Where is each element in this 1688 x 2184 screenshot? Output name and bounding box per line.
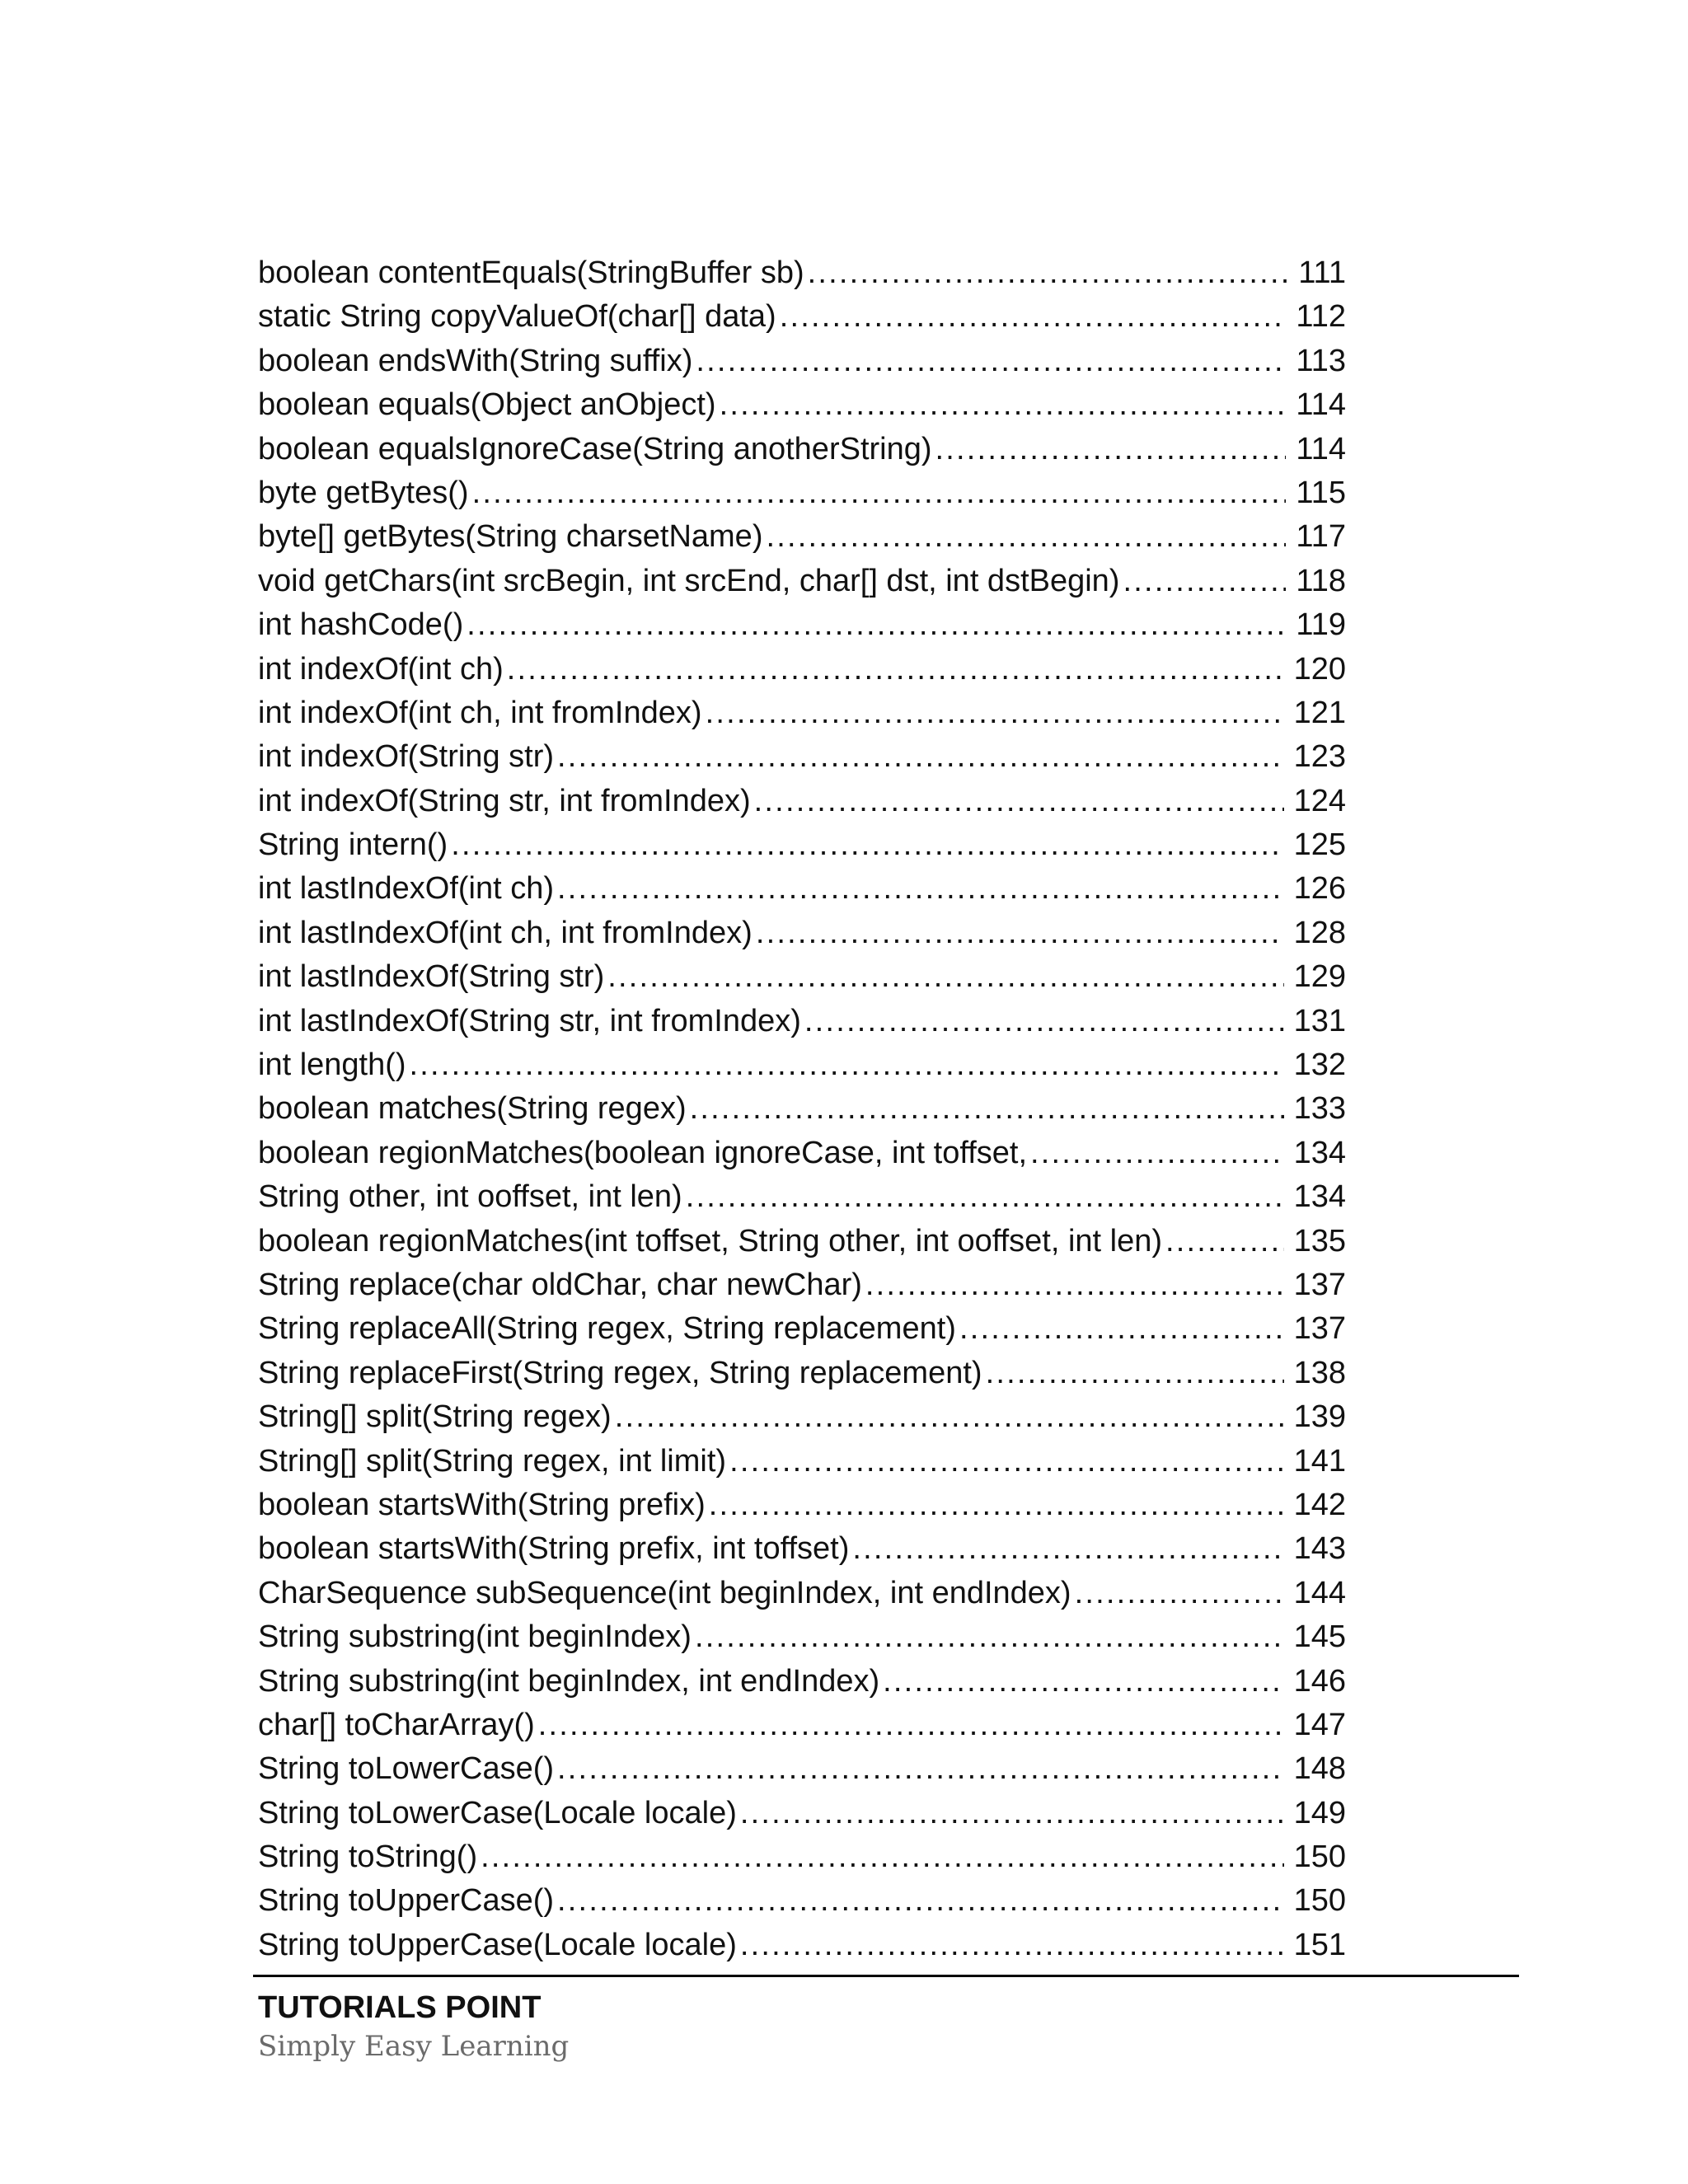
toc-dot-leader xyxy=(780,295,1287,339)
toc-entry[interactable] xyxy=(258,1660,1346,1704)
toc-entry[interactable] xyxy=(258,251,1346,295)
toc-entry[interactable] xyxy=(258,1704,1346,1747)
toc-entry-title: boolean endsWith(String suffix) xyxy=(258,343,693,378)
toc-entry-title: int lastIndexOf(String str) xyxy=(258,959,605,995)
toc-entry-title: boolean startsWith(String prefix) xyxy=(258,1487,706,1522)
table-of-contents xyxy=(258,251,1346,1967)
toc-entry[interactable] xyxy=(258,1352,1346,1395)
toc-entry-page-number: 115 xyxy=(1296,475,1346,510)
toc-entry[interactable] xyxy=(258,912,1346,955)
toc-dot-leader xyxy=(706,691,1284,735)
toc-entry-page-number: 111 xyxy=(1298,255,1346,290)
toc-dot-leader xyxy=(1075,1572,1284,1615)
toc-entry-title: void getChars(int srcBegin, int srcEnd, char[] dst, int dstBegin) xyxy=(258,563,1120,598)
toc-entry-title: int hashCode() xyxy=(258,607,464,643)
toc-entry[interactable] xyxy=(258,383,1346,427)
toc-entry-page-number: 124 xyxy=(1293,783,1346,818)
toc-entry-title: String intern() xyxy=(258,827,448,863)
toc-entry-page-number: 144 xyxy=(1293,1575,1346,1610)
toc-entry-page-number: 117 xyxy=(1296,519,1346,555)
toc-dot-leader xyxy=(740,1924,1284,1967)
toc-entry[interactable] xyxy=(258,1087,1346,1131)
toc-entry[interactable] xyxy=(258,1835,1346,1879)
toc-entry-title: static String copyValueOf(char[] data) xyxy=(258,299,776,335)
toc-entry[interactable] xyxy=(258,780,1346,823)
toc-entry[interactable] xyxy=(258,1043,1346,1087)
toc-entry[interactable] xyxy=(258,340,1346,383)
toc-entry-title: int indexOf(int ch) xyxy=(258,651,504,687)
toc-entry-title: byte getBytes() xyxy=(258,475,469,510)
toc-entry-page-number: 151 xyxy=(1293,1927,1346,1962)
toc-entry-title: boolean startsWith(String prefix, int toffset) xyxy=(258,1531,850,1567)
toc-dot-leader xyxy=(1030,1132,1284,1175)
toc-entry-page-number: 142 xyxy=(1293,1487,1346,1522)
toc-entry-page-number: 150 xyxy=(1293,1840,1346,1875)
toc-entry[interactable] xyxy=(258,1572,1346,1615)
toc-entry-page-number: 128 xyxy=(1293,915,1346,950)
toc-dot-leader xyxy=(986,1352,1284,1395)
toc-entry[interactable] xyxy=(258,560,1346,603)
toc-entry-page-number: 118 xyxy=(1296,563,1346,598)
toc-dot-leader xyxy=(472,471,1287,515)
footer-brand: TUTORIALS POINT xyxy=(258,1990,542,2025)
toc-entry[interactable] xyxy=(258,1792,1346,1835)
toc-entry-title: int lastIndexOf(int ch) xyxy=(258,871,555,907)
toc-dot-leader xyxy=(615,1395,1284,1439)
toc-dot-leader xyxy=(729,1440,1284,1483)
toc-entry-page-number: 126 xyxy=(1293,871,1346,907)
toc-entry-page-number: 113 xyxy=(1296,343,1346,378)
toc-dot-leader xyxy=(467,603,1286,647)
toc-entry[interactable] xyxy=(258,1879,1346,1923)
toc-entry-page-number: 149 xyxy=(1293,1795,1346,1830)
toc-entry-title: boolean contentEquals(StringBuffer sb) xyxy=(258,255,804,290)
toc-dot-leader xyxy=(481,1835,1284,1879)
toc-entry-page-number: 137 xyxy=(1293,1267,1346,1302)
toc-dot-leader xyxy=(804,1000,1284,1043)
toc-entry-page-number: 145 xyxy=(1293,1619,1346,1655)
toc-entry-title: char[] toCharArray() xyxy=(258,1707,535,1742)
toc-dot-leader xyxy=(557,867,1284,911)
toc-dot-leader xyxy=(451,823,1283,867)
toc-entry-title: String replaceAll(String regex, String replacement) xyxy=(258,1311,956,1347)
toc-dot-leader xyxy=(690,1087,1284,1131)
toc-dot-leader xyxy=(766,515,1286,559)
toc-entry-title: String other, int ooffset, int len) xyxy=(258,1179,682,1215)
toc-entry[interactable] xyxy=(258,867,1346,911)
toc-entry-title: String substring(int beginIndex, int endIndex) xyxy=(258,1663,880,1699)
toc-entry-page-number: 147 xyxy=(1293,1707,1346,1742)
toc-entry-page-number: 134 xyxy=(1293,1179,1346,1215)
toc-entry-title: String replace(char oldChar, char newChar) xyxy=(258,1267,862,1302)
toc-dot-leader xyxy=(557,1747,1284,1791)
toc-entry-title: boolean equals(Object anObject) xyxy=(258,387,716,423)
toc-entry-page-number: 125 xyxy=(1293,827,1346,863)
toc-entry-page-number: 112 xyxy=(1296,299,1346,335)
toc-entry[interactable] xyxy=(258,955,1346,999)
toc-entry[interactable] xyxy=(258,1307,1346,1351)
toc-entry[interactable] xyxy=(258,1132,1346,1175)
toc-entry-page-number: 131 xyxy=(1293,1003,1346,1038)
footer-tagline: Simply Easy Learning xyxy=(258,2030,570,2063)
toc-dot-leader xyxy=(686,1175,1284,1219)
toc-entry-title: String toUpperCase(Locale locale) xyxy=(258,1927,737,1962)
toc-entry[interactable] xyxy=(258,471,1346,515)
toc-entry-title: int lastIndexOf(String str, int fromIndex) xyxy=(258,1003,801,1038)
toc-dot-leader xyxy=(607,955,1283,999)
footer-divider xyxy=(253,1975,1519,1977)
toc-entry-title: boolean equalsIgnoreCase(String anotherString) xyxy=(258,431,932,466)
toc-entry-title: byte[] getBytes(String charsetName) xyxy=(258,519,763,555)
toc-entry[interactable] xyxy=(258,428,1346,471)
toc-entry-page-number: 143 xyxy=(1293,1531,1346,1567)
toc-entry[interactable] xyxy=(258,1924,1346,1967)
toc-entry[interactable] xyxy=(258,1615,1346,1659)
toc-entry[interactable] xyxy=(258,648,1346,691)
toc-entry-title: int lastIndexOf(int ch, int fromIndex) xyxy=(258,915,753,950)
toc-dot-leader xyxy=(1165,1220,1284,1263)
toc-dot-leader xyxy=(557,1879,1284,1923)
toc-entry-title: String toUpperCase() xyxy=(258,1883,555,1919)
toc-entry[interactable] xyxy=(258,691,1346,735)
toc-dot-leader xyxy=(883,1660,1283,1704)
toc-dot-leader xyxy=(959,1307,1284,1351)
toc-dot-leader xyxy=(852,1527,1283,1571)
toc-entry-page-number: 132 xyxy=(1293,1047,1346,1083)
toc-entry-title: String[] split(String regex, int limit) xyxy=(258,1443,727,1479)
toc-entry-title: String[] split(String regex) xyxy=(258,1399,612,1435)
toc-entry-page-number: 146 xyxy=(1293,1663,1346,1699)
toc-entry-page-number: 121 xyxy=(1293,695,1346,730)
toc-entry[interactable] xyxy=(258,1175,1346,1219)
toc-entry-title: int indexOf(int ch, int fromIndex) xyxy=(258,695,702,730)
toc-entry[interactable] xyxy=(258,735,1346,779)
toc-dot-leader xyxy=(410,1043,1284,1087)
toc-entry-page-number: 114 xyxy=(1296,431,1346,466)
toc-entry-page-number: 138 xyxy=(1293,1355,1346,1390)
toc-entry-title: boolean regionMatches(boolean ignoreCase, int toffset, xyxy=(258,1135,1028,1170)
toc-dot-leader xyxy=(507,648,1284,691)
toc-entry[interactable] xyxy=(258,1527,1346,1571)
toc-entry[interactable] xyxy=(258,1483,1346,1527)
toc-entry-page-number: 150 xyxy=(1293,1883,1346,1919)
toc-dot-leader xyxy=(538,1704,1284,1747)
toc-dot-leader xyxy=(709,1483,1284,1527)
toc-entry-page-number: 123 xyxy=(1293,739,1346,775)
toc-entry[interactable] xyxy=(258,1220,1346,1263)
toc-dot-leader xyxy=(557,735,1284,779)
toc-entry-page-number: 129 xyxy=(1293,959,1346,995)
toc-dot-leader xyxy=(935,428,1287,471)
toc-entry-page-number: 137 xyxy=(1293,1311,1346,1347)
toc-entry-page-number: 134 xyxy=(1293,1135,1346,1170)
toc-entry[interactable] xyxy=(258,603,1346,647)
toc-entry-title: String toLowerCase(Locale locale) xyxy=(258,1795,737,1830)
toc-dot-leader xyxy=(808,251,1289,295)
toc-entry-page-number: 139 xyxy=(1293,1399,1346,1435)
toc-entry-title: int length() xyxy=(258,1047,406,1083)
toc-entry-title: String substring(int beginIndex) xyxy=(258,1619,692,1655)
toc-entry[interactable] xyxy=(258,1263,1346,1307)
toc-entry-title: boolean matches(String regex) xyxy=(258,1091,687,1127)
toc-entry-title: int indexOf(String str, int fromIndex) xyxy=(258,783,751,818)
toc-entry-page-number: 119 xyxy=(1296,607,1346,643)
toc-dot-leader xyxy=(754,780,1284,823)
toc-entry[interactable] xyxy=(258,823,1346,867)
toc-entry[interactable] xyxy=(258,515,1346,559)
toc-entry[interactable] xyxy=(258,1000,1346,1043)
toc-dot-leader xyxy=(696,340,1286,383)
toc-dot-leader xyxy=(756,912,1284,955)
toc-entry[interactable] xyxy=(258,1440,1346,1483)
toc-entry-page-number: 133 xyxy=(1293,1091,1346,1127)
toc-entry-title: CharSequence subSequence(int beginIndex, int endIndex) xyxy=(258,1575,1071,1610)
toc-dot-leader xyxy=(865,1263,1284,1307)
toc-dot-leader xyxy=(720,383,1287,427)
toc-dot-leader xyxy=(740,1792,1284,1835)
toc-entry-title: String replaceFirst(String regex, String replacement) xyxy=(258,1355,982,1390)
toc-entry[interactable] xyxy=(258,1747,1346,1791)
toc-dot-leader xyxy=(1123,560,1286,603)
toc-entry-page-number: 114 xyxy=(1296,387,1346,423)
toc-entry-title: String toString() xyxy=(258,1840,478,1875)
toc-entry-title: boolean regionMatches(int toffset, String other, int ooffset, int len) xyxy=(258,1223,1163,1258)
toc-entry-page-number: 120 xyxy=(1293,651,1346,687)
toc-entry-title: String toLowerCase() xyxy=(258,1751,555,1787)
toc-entry-page-number: 148 xyxy=(1293,1751,1346,1787)
toc-dot-leader xyxy=(695,1615,1284,1659)
toc-entry[interactable] xyxy=(258,295,1346,339)
toc-entry-title: int indexOf(String str) xyxy=(258,739,554,775)
toc-entry-page-number: 141 xyxy=(1293,1443,1346,1479)
toc-entry-page-number: 135 xyxy=(1293,1223,1346,1258)
toc-entry[interactable] xyxy=(258,1395,1346,1439)
